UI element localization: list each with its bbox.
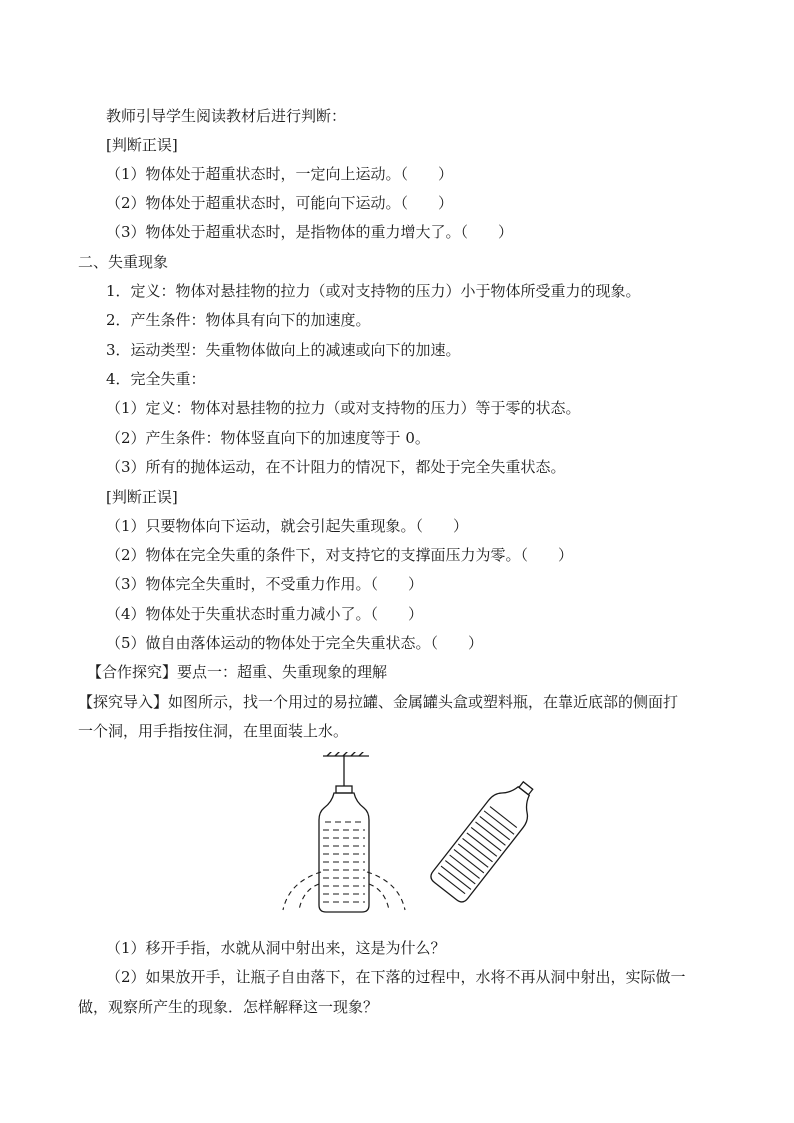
judgment-item: （5）做自由落体运动的物体处于完全失重状态。（ ） [106,634,484,652]
section-label: [判断正误] [106,488,178,506]
text-line: 一个洞，用手指按住洞，在里面装上水。 [78,722,349,740]
text-line: （3）所有的抛体运动，在不计阻力的情况下，都处于完全失重状态。 [106,458,566,476]
text-line: 1．定义：物体对悬挂物的拉力（或对支持物的压力）小于物体所受重力的现象。 [106,282,641,300]
text-line: 3．运动类型：失重物体做向上的减速或向下的加速。 [106,341,461,359]
judgment-item: （3）物体处于超重状态时，是指物体的重力增大了。（ ） [106,223,514,241]
question-line: （2）如果放开手，让瓶子自由落下，在下落的过程中，水将不再从洞中射出，实际做一 [106,968,686,986]
question-line: 做，观察所产生的现象．怎样解释这一现象？ [78,998,379,1016]
section-label: [判断正误] [106,136,178,154]
question-line: （1）移开手指，水就从洞中射出来，这是为什么？ [106,939,446,957]
judgment-item: （1）物体处于超重状态时，一定向上运动。（ ） [106,165,454,183]
bottle-figure [275,752,535,917]
judgment-item: （1）只要物体向下运动，就会引起失重现象。（ ） [106,517,469,535]
text-line: 教师引导学生阅读教材后进行判断： [106,107,347,125]
judgment-item: （2）物体在完全失重的条件下，对支持它的支撑面压力为零。（ ） [106,546,574,564]
judgment-item: （4）物体处于失重状态时重力减小了。（ ） [106,605,424,623]
text-line: 2．产生条件：物体具有向下的加速度。 [106,311,371,329]
section-heading: 二、失重现象 [78,253,169,271]
cooperative-heading: 【合作探究】要点一：超重、失重现象的理解 [87,663,388,681]
text-line: （1）定义：物体对悬挂物的拉力（或对支持物的压力）等于零的状态。 [106,399,581,417]
text-line: 【探究导入】如图所示，找一个用过的易拉罐、金属罐头盒或塑料瓶，在靠近底部的侧面打 [78,693,679,711]
judgment-item: （2）物体处于超重状态时，可能向下运动。（ ） [106,194,454,212]
text-line: （2）产生条件：物体竖直向下的加速度等于 0。 [106,429,430,447]
judgment-item: （3）物体完全失重时，不受重力作用。（ ） [106,575,424,593]
text-line: 4．完全失重： [106,370,206,388]
